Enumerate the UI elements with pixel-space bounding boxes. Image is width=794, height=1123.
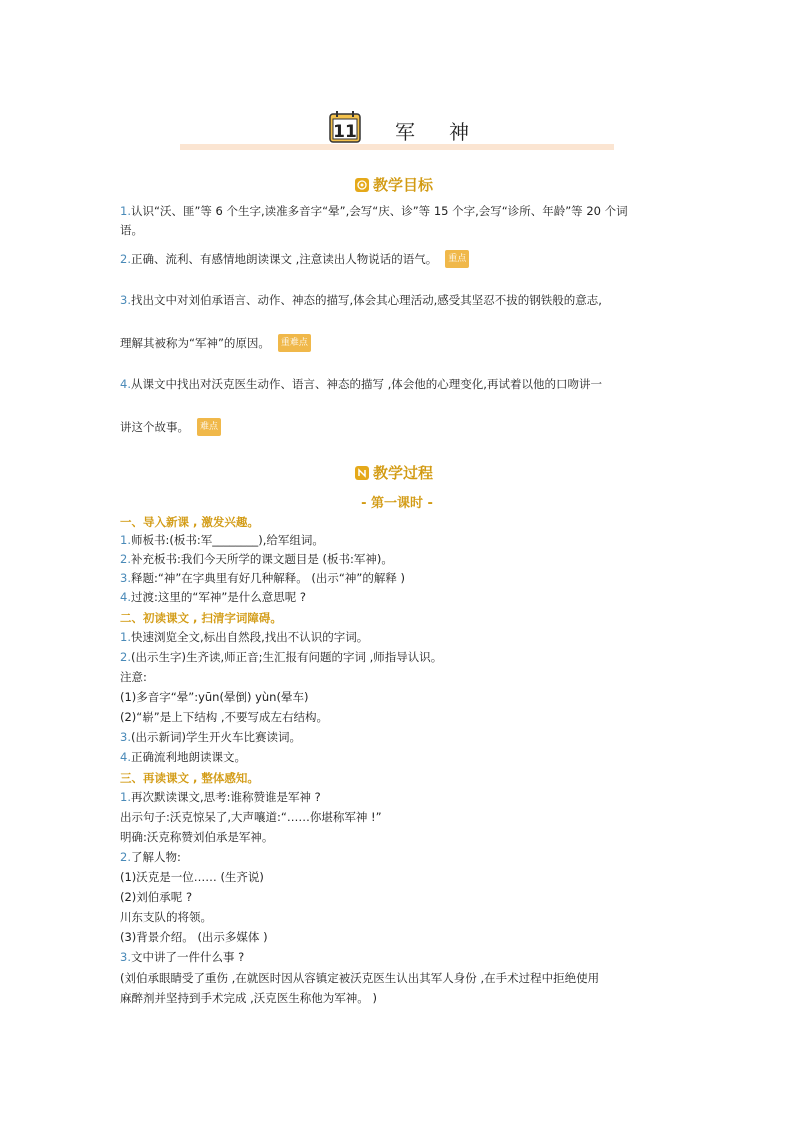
process-heading: 教学过程 [355, 462, 433, 483]
title-underline [180, 144, 614, 150]
list-item: (刘伯承眼睛受了重伤 ,在就医时因从容镇定被沃克医生认出其军人身份 ,在手术过程中拒绝使用 [120, 971, 600, 985]
list-item: 川东支队的将领。 [120, 910, 212, 924]
list-item: 2.补充板书:我们今天所学的课文题目是 (板书:军神)。 [120, 552, 393, 566]
list-item: 麻醉剂并坚持到手术完成 ,沃克医生称他为军神。 ) [120, 991, 377, 1005]
list-item: 3.(出示新词)学生开火车比赛读词。 [120, 730, 301, 744]
lesson-title: 军神 [395, 120, 503, 144]
section-title-1: 一、导入新课 , 激发兴趣。 [120, 515, 259, 529]
list-item: (1)沃克是一位…… (生齐说) [120, 870, 264, 884]
list-item: 4.正确流利地朗读课文。 [120, 750, 246, 764]
list-item: 2.(出示生字)生齐读,师正音;生汇报有问题的字词 ,师指导认识。 [120, 650, 443, 664]
list-item: (1)多音字“晕”:yūn(晕倒) yùn(晕车) [120, 690, 309, 704]
list-item: 3.释题:“神”在字典里有好几种解释。 (出示“神”的解释 ) [120, 571, 405, 585]
difficult-tag: 难点 [197, 418, 221, 436]
goal-item-2: 2.正确、流利、有感情地朗读课文 ,注意读出人物说话的语气。 重点 [120, 250, 469, 268]
goal-item-4-cont: 讲这个故事。 难点 [120, 418, 221, 436]
list-item: 1.快速浏览全文,标出自然段,找出不认识的字词。 [120, 630, 369, 644]
lesson-number: 11 [333, 122, 357, 142]
calendar-badge-icon [328, 110, 364, 144]
list-item: 注意: [120, 670, 147, 684]
list-item: (3)背景介绍。 (出示多媒体 ) [120, 930, 268, 944]
goal-item-3: 3.找出文中对刘伯承语言、动作、神态的描写,体会其心理活动,感受其坚忍不拔的钢铁般的意志, [120, 293, 602, 307]
process-icon [355, 466, 369, 480]
list-item: (2)“崭”是上下结构 ,不要写成左右结构。 [120, 710, 329, 724]
key-point-tag: 重点 [445, 250, 469, 268]
target-icon [355, 178, 369, 192]
period-label: - 第一课时 - [361, 496, 433, 511]
list-item: 1.师板书:(板书:军________),给军组词。 [120, 533, 324, 547]
list-item: 4.过渡:这里的“军神”是什么意思呢 ? [120, 590, 307, 604]
section-title-2: 二、初读课文 , 扫清字词障碍。 [120, 611, 282, 625]
list-item: 2.了解人物: [120, 850, 181, 864]
list-item: 3.文中讲了一件什么事 ? [120, 950, 245, 964]
list-item: 出示句子:沃克惊呆了,大声嚷道:“……你堪称军神 !” [120, 810, 382, 824]
goals-heading: 教学目标 [355, 174, 433, 195]
goal-item-1-cont: 语。 [120, 223, 143, 237]
list-item: (2)刘伯承呢 ? [120, 890, 193, 904]
list-item: 明确:沃克称赞刘伯承是军神。 [120, 830, 274, 844]
list-item: 1.再次默读课文,思考:谁称赞谁是军神 ? [120, 790, 321, 804]
goal-item-3-cont: 理解其被称为“军神”的原因。 重难点 [120, 334, 311, 352]
section-title-3: 三、再读课文 , 整体感知。 [120, 771, 259, 785]
goal-item-1: 1.认识“沃、匪”等 6 个生字,读准多音字“晕”,会写“庆、诊”等 15 个字,会写“诊所、年龄”等 20 个词 [120, 204, 628, 218]
goal-item-4: 4.从课文中找出对沃克医生动作、语言、神态的描写 ,体会他的心理变化,再试着以他的口吻讲一 [120, 377, 602, 391]
key-difficult-tag: 重难点 [278, 334, 311, 352]
lesson-title-block [180, 106, 614, 152]
